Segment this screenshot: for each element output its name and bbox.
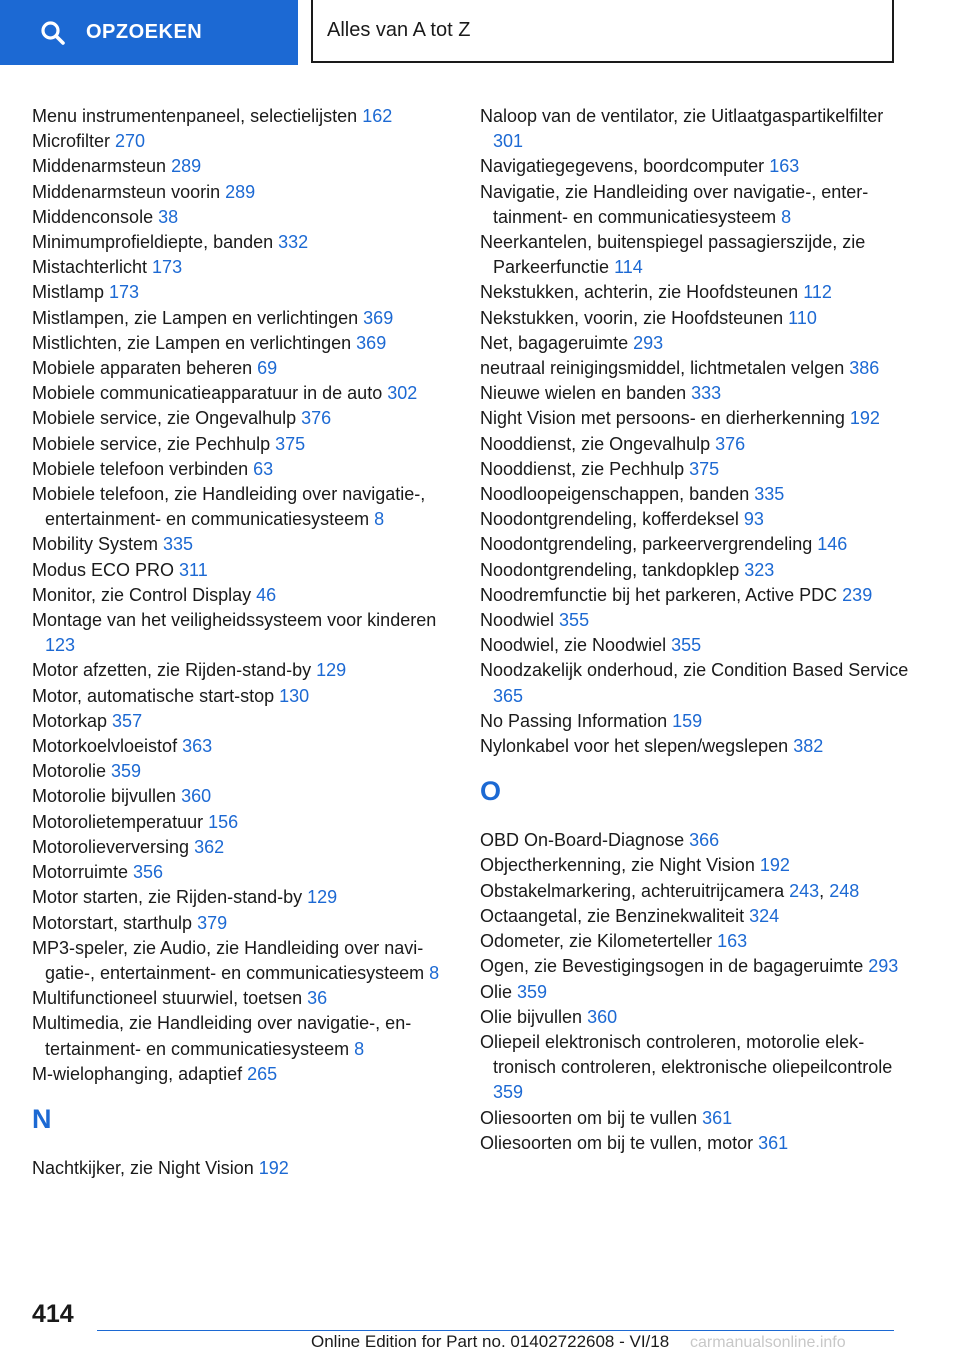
index-entry (480, 734, 910, 759)
index-term: Mobiele telefoon, zie Handleiding over navigatie-, entertainment- en communicatiesysteem (32, 484, 426, 530)
page-link[interactable]: 369 (363, 307, 394, 328)
index-term: Neerkantelen, buitenspiegel passagierszijde, zie Parkeerfunctie (480, 232, 866, 278)
index-term: Mobility System (32, 534, 164, 555)
page-link[interactable]: 265 (247, 1063, 278, 1084)
index-term: Multifunctioneel stuurwiel, toetsen (32, 988, 308, 1009)
page-link[interactable]: 379 (197, 912, 228, 933)
index-entry (480, 432, 910, 457)
index-entry (480, 104, 910, 154)
index-entry (480, 306, 910, 331)
page-link[interactable]: 162 (362, 106, 393, 126)
index-entry (32, 608, 452, 658)
search-icon (40, 20, 66, 46)
page-link[interactable]: 93 (743, 509, 764, 530)
index-term: Obstakelmarkering, achteruitrijcamera (480, 880, 790, 901)
index-term: Noodremfunctie bij het parkeren, Active PDC (480, 584, 843, 605)
index-term: Motorolietemperatuur (32, 811, 209, 832)
page-link[interactable]: 114 (614, 257, 643, 278)
index-term: No Passing Information (480, 710, 673, 731)
page-link[interactable]: 335 (754, 484, 785, 505)
index-entry (480, 1030, 910, 1106)
index-entry (480, 929, 910, 954)
page-link[interactable]: 63 (253, 458, 274, 479)
index-entry (480, 356, 910, 381)
index-entry (480, 828, 910, 853)
page-link[interactable]: 123 (45, 635, 76, 656)
page-link[interactable]: 239 (842, 584, 873, 605)
index-term: Objectherkenning, zie Night Vision (480, 855, 760, 876)
page-link[interactable]: 382 (793, 736, 824, 757)
page-link[interactable]: 362 (194, 836, 225, 857)
index-entry (32, 885, 452, 910)
index-term: Oliesoorten om bij te vullen (480, 1107, 703, 1128)
index-entry (480, 954, 910, 979)
page-link[interactable]: 46 (256, 584, 277, 605)
page-link[interactable]: 163 (717, 931, 748, 952)
index-term: Mistlichten, zie Lampen en verlichtingen (32, 332, 357, 353)
index-term: Noodloopeigenschappen, banden (480, 484, 755, 505)
index-term: Middenarmsteun voorin (32, 181, 226, 202)
page-link[interactable]: 369 (356, 332, 387, 353)
index-term: Olie bijvullen (480, 1006, 588, 1027)
index-entry (32, 860, 452, 885)
index-entry (480, 853, 910, 878)
index-term: M-wielophanging, adaptief (32, 1063, 248, 1084)
page-link[interactable]: 332 (278, 232, 309, 253)
page-link[interactable]: 302 (387, 383, 418, 404)
page-link[interactable]: 359 (517, 981, 548, 1002)
index-term: Middenconsole (32, 206, 159, 227)
page-link[interactable]: 355 (559, 610, 590, 631)
index-term: neutraal reinigingsmiddel, lichtmetalen velgen (480, 358, 850, 379)
search-tab[interactable] (0, 0, 298, 65)
index-term: Noodontgrendeling, parkeervergrendeling (480, 534, 818, 555)
index-term: Nieuwe wielen en banden (480, 383, 692, 404)
page-link[interactable]: 363 (182, 736, 213, 757)
index-entry (32, 432, 452, 457)
page-link[interactable]: 110 (788, 307, 817, 328)
index-term: Nekstukken, achterin, zie Hoofdsteunen (480, 282, 804, 303)
page-link[interactable]: 386 (849, 358, 880, 379)
index-entry (480, 331, 910, 356)
page-link[interactable]: 243 (789, 880, 820, 901)
page-link[interactable]: 359 (493, 1082, 524, 1103)
index-entry (32, 709, 452, 734)
index-entry (32, 406, 452, 431)
index-entry (480, 457, 910, 482)
page-link[interactable]: 289 (225, 181, 256, 202)
index-entry (32, 104, 452, 129)
page-link[interactable]: 356 (133, 862, 164, 883)
page-link[interactable]: 8 (429, 962, 440, 983)
page-link[interactable]: 360 (181, 786, 212, 807)
page-link[interactable]: 365 (493, 685, 524, 706)
top-navigation (0, 0, 960, 66)
index-term: OBD On-Board-Diagnose (480, 830, 690, 851)
index-entry (480, 904, 910, 929)
index-entry (32, 734, 452, 759)
index-term: Mobiele telefoon verbinden (32, 458, 254, 479)
index-entry (32, 129, 452, 154)
index-entry (32, 684, 452, 709)
index-entry (32, 1062, 452, 1087)
index-term: Mobiele service, zie Ongevalhulp (32, 408, 302, 429)
index-entry (32, 759, 452, 784)
index-term: Mistlamp (32, 282, 110, 303)
page-link[interactable]: 129 (307, 887, 338, 908)
index-entry (480, 633, 910, 658)
index-entry (32, 835, 452, 860)
index-entry (32, 280, 452, 305)
page-link[interactable]: 192 (759, 855, 790, 876)
index-entry (32, 331, 452, 356)
index-term: Motorkap (32, 710, 113, 731)
page-link[interactable]: 357 (112, 710, 143, 731)
index-term: Menu instrumentenpaneel, selectielijsten (32, 106, 363, 126)
page-link[interactable]: 293 (868, 956, 899, 977)
index-entry (32, 356, 452, 381)
index-entry (480, 507, 910, 532)
index-term: Ogen, zie Bevestigingsogen in de bagageruimte (480, 956, 869, 977)
index-entry (480, 1005, 910, 1030)
index-entry (32, 230, 452, 255)
index-entry (32, 583, 452, 608)
index-term: Nachtkijker, zie Night Vision (32, 1157, 259, 1178)
page-link[interactable]: 173 (109, 282, 140, 303)
index-term: Nooddienst, zie Pechhulp (480, 458, 690, 479)
page-link[interactable]: 129 (316, 660, 347, 681)
index-entry (480, 583, 910, 608)
index-term: Oliepeil elektronisch controleren, motorolie elektronisch controleren, elektronische oliepeilcontrole (480, 1031, 893, 1078)
index-entry (480, 532, 910, 557)
page-link[interactable]: 173 (152, 257, 183, 278)
index-term: Motorruimte (32, 862, 134, 883)
page-link[interactable]: 8 (781, 206, 792, 227)
page-link[interactable]: 192 (849, 408, 880, 429)
index-term: Motorolie bijvullen (32, 786, 182, 807)
edition-info: Online Edition for Part no. 01402722608 - VI/18 (311, 1332, 670, 1351)
page-link[interactable]: 293 (633, 332, 664, 353)
page-link[interactable]: 301 (493, 131, 524, 152)
index-term: Motor starten, zie Rijden-stand-by (32, 887, 308, 908)
section-letter: O (480, 776, 502, 807)
index-term: Motorkoelvloeistof (32, 736, 183, 757)
page-link[interactable]: 36 (307, 988, 328, 1009)
index-term: MP3-speler, zie Audio, zie Handleiding over navigatie-, entertainment- en communicatiesysteem (32, 937, 430, 983)
page-link[interactable]: 361 (702, 1107, 733, 1128)
index-term: Noodontgrendeling, tankdopklep (480, 559, 745, 580)
page-link[interactable]: 38 (158, 206, 179, 227)
index-entry (32, 154, 452, 179)
index-term: Nekstukken, voorin, zie Hoofdsteunen (480, 307, 789, 328)
index-entry (480, 709, 910, 734)
page-number: 414 (32, 1300, 74, 1328)
index-entry (32, 784, 452, 809)
index-term: Oliesoorten om bij te vullen, motor (480, 1132, 759, 1153)
index-term: Middenarmsteun (32, 156, 172, 177)
index-term: Minimumprofieldiepte, banden (32, 232, 279, 253)
page-link[interactable]: 359 (111, 761, 142, 782)
index-entry (32, 986, 452, 1011)
index-entry (480, 180, 910, 230)
index-term: Nooddienst, zie Ongevalhulp (480, 433, 716, 454)
index-entry (480, 558, 910, 583)
index-term: Net, bagageruimte (480, 332, 634, 353)
index-term: Navigatie, zie Handleiding over navigatie-, entertainment- en communicatiesysteem (480, 181, 869, 227)
index-term: Noodwiel, zie Noodwiel (480, 635, 672, 656)
index-entry (32, 1156, 452, 1181)
footer-divider (97, 1330, 894, 1331)
index-column-right (480, 104, 910, 1156)
index-entry (480, 280, 910, 305)
index-term: Odometer, zie Kilometerteller (480, 931, 718, 952)
index-entry (480, 1106, 910, 1131)
index-term: Microfilter (32, 131, 116, 152)
page-link[interactable]: 333 (691, 383, 722, 404)
index-entry (480, 406, 910, 431)
page-link[interactable]: 375 (689, 458, 720, 479)
page-link[interactable]: 324 (749, 905, 780, 926)
page-link[interactable]: 163 (769, 156, 800, 177)
index-entry (32, 482, 452, 532)
index-entry (480, 980, 910, 1005)
index-term: Monitor, zie Control Display (32, 584, 257, 605)
index-entry (480, 1131, 910, 1156)
page-link[interactable]: 289 (171, 156, 202, 177)
index-term: Motor afzetten, zie Rijden-stand-by (32, 660, 317, 681)
page-link[interactable]: 270 (115, 131, 146, 152)
page-link[interactable]: 146 (817, 534, 848, 555)
index-term: Mobiele apparaten beheren (32, 358, 258, 379)
index-term: Olie (480, 981, 518, 1002)
index-term: Octaangetal, zie Benzinekwaliteit (480, 905, 750, 926)
page-link[interactable]: 311 (179, 559, 208, 580)
index-entry (32, 658, 452, 683)
index-term: Mistlampen, zie Lampen en verlichtingen (32, 307, 364, 328)
index-entry (32, 205, 452, 230)
index-entry: Obstakelmarkering, achteruitrijcamera 243, 248 (480, 880, 860, 901)
index-term: Naloop van de ventilator, zie Uitlaatgaspartikelfilter (480, 106, 884, 126)
page-link[interactable]: 360 (587, 1006, 618, 1027)
index-entry (480, 381, 910, 406)
watermark: carmanualsonline.info (690, 1334, 846, 1351)
search-label: OPZOEKEN (86, 21, 203, 43)
index-term: Mobiele service, zie Pechhulp (32, 433, 276, 454)
index-term: Mobiele communicatieapparatuur in de auto (32, 383, 388, 404)
page-link[interactable]: 375 (275, 433, 306, 454)
page-link[interactable]: 156 (208, 811, 239, 832)
index-entry (480, 608, 910, 633)
page-link[interactable]: 376 (715, 433, 746, 454)
index-entry (480, 230, 910, 280)
index-entry (32, 306, 452, 331)
index-term: Motorolieverversing (32, 836, 195, 857)
page-link[interactable]: 159 (672, 710, 703, 731)
index-entry (32, 532, 452, 557)
page-link[interactable]: 130 (279, 685, 310, 706)
page-link[interactable]: 323 (744, 559, 775, 580)
index-term: Motorstart, starthulp (32, 912, 198, 933)
index-entry (32, 558, 452, 583)
index-term: Motor, automatische start-stop (32, 685, 280, 706)
index-term: Nylonkabel voor het slepen/wegslepen (480, 736, 794, 757)
index-term: Mistachterlicht (32, 257, 153, 278)
index-term: Montage van het veiligheidssysteem voor kinderen (32, 610, 437, 631)
index-entry (32, 180, 452, 205)
index-entry (480, 154, 910, 179)
index-term: Navigatiegegevens, boordcomputer (480, 156, 770, 177)
page-link[interactable]: 361 (758, 1132, 789, 1153)
index-term: Noodwiel (480, 610, 560, 631)
index-entry (32, 911, 452, 936)
page-link[interactable]: 8 (354, 1038, 365, 1059)
index-entry (32, 381, 452, 406)
page-link[interactable]: 192 (258, 1157, 289, 1178)
page-link[interactable]: 355 (671, 635, 702, 656)
page-link[interactable]: 248 (829, 880, 860, 901)
page-link[interactable]: 8 (374, 509, 385, 530)
index-column-left (32, 104, 452, 1181)
page-link[interactable]: 366 (689, 830, 720, 851)
index-entry (32, 457, 452, 482)
index-term: Night Vision met persoons- en dierherkenning (480, 408, 850, 429)
page-link[interactable]: 112 (803, 282, 832, 303)
index-term: Noodzakelijk onderhoud, zie Condition Based Service (480, 660, 909, 681)
index-entry (32, 936, 452, 986)
index-term: Modus ECO PRO (32, 559, 180, 580)
section-letter: N (32, 1103, 52, 1134)
index-term: Multimedia, zie Handleiding over navigatie-, entertainment- en communicatiesysteem (32, 1013, 412, 1059)
page-link[interactable]: 335 (163, 534, 194, 555)
index-entry (32, 810, 452, 835)
index-entry (480, 482, 910, 507)
index-term: Motorolie (32, 761, 112, 782)
page-link[interactable]: 376 (301, 408, 332, 429)
index-entry (480, 658, 910, 708)
index-entry (32, 1011, 452, 1061)
page-link[interactable]: 69 (257, 358, 278, 379)
index-entry (32, 255, 452, 280)
index-term: Noodontgrendeling, kofferdeksel (480, 509, 744, 530)
section-title: Alles van A tot Z (311, 0, 894, 63)
